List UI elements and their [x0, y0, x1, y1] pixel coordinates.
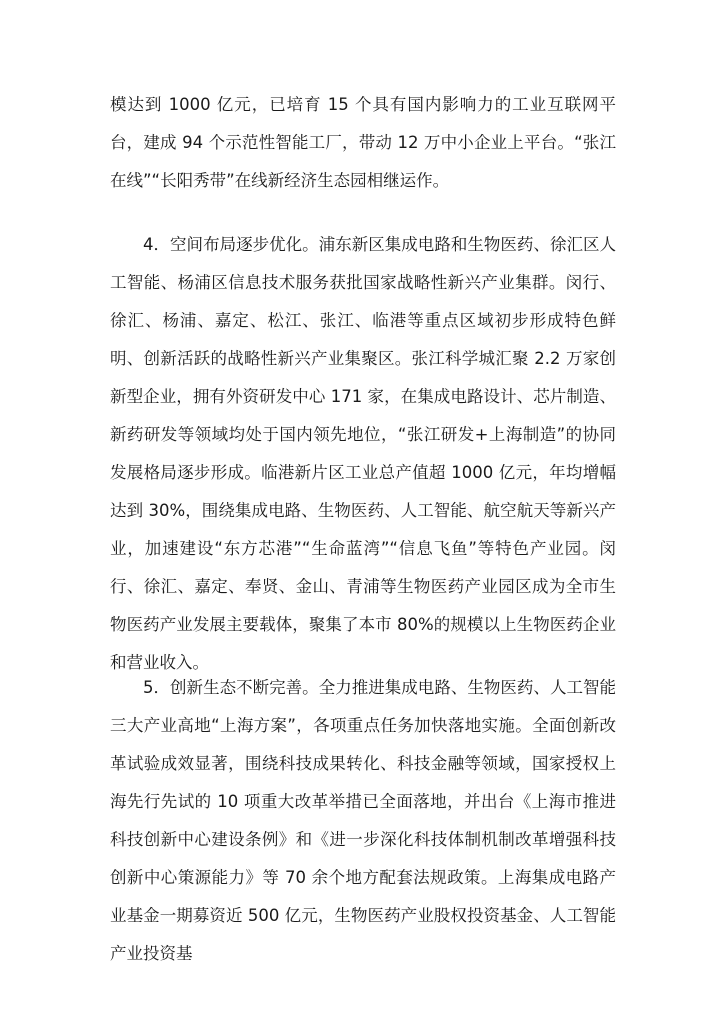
paragraph-continuation: 模达到 1000 亿元，已培育 15 个具有国内影响力的工业互联网平台，建成 94 个示范性智能工厂，带动 12 万中小企业上平台。“张江在线”“长阳秀带”在线新经济生态园相继运作。 [110, 95, 616, 190]
paragraph-innovation-ecosystem: 5．创新生态不断完善。全力推进集成电路、生物医药、人工智能三大产业高地“上海方案”，各项重点任务加快落地实施。全面创新改革试验成效显著，围绕科技成果转化、科技金融等领域，国家授权上海先行先试的 10 项重大改革举措已全面落地，并出台《上海市推进科技创新中心建设条例》和《进一步深化科技体制机制改革增强科技创新中心策源能力》等 70 余个地方配套法规政策。上海集成电路产业基金一期募资近 500 亿元，生物医药产业股权投资基金、人工智能产业投资基 [110, 678, 616, 963]
paragraph-spatial-layout: 4．空间布局逐步优化。浦东新区集成电路和生物医药、徐汇区人工智能、杨浦区信息技术服务获批国家战略性新兴产业集群。闵行、徐汇、杨浦、嘉定、松江、张江、临港等重点区域初步形成特色鲜明、创新活跃的战略性新兴产业集聚区。张江科学城汇聚 2.2 万家创新型企业，拥有外资研发中心 171 家，在集成电路设计、芯片制造、新药研发等领域均处于国内领先地位，“张江研发+上海制造”的协同发展格局逐步形成。临港新片区工业总产值超 1000 亿元，年均增幅达到 30%，围绕集成电路、生物医药、人工智能、航空航天等新兴产业，加速建设“东方芯港”“生命蓝湾”“信息飞鱼”等特色产业园。闵行、徐汇、嘉定、奉贤、金山、青浦等生物医药产业园区成为全市生物医药产业发展主要载体，聚集了本市 80%的规模以上生物医药企业和营业收入。 [110, 235, 616, 672]
